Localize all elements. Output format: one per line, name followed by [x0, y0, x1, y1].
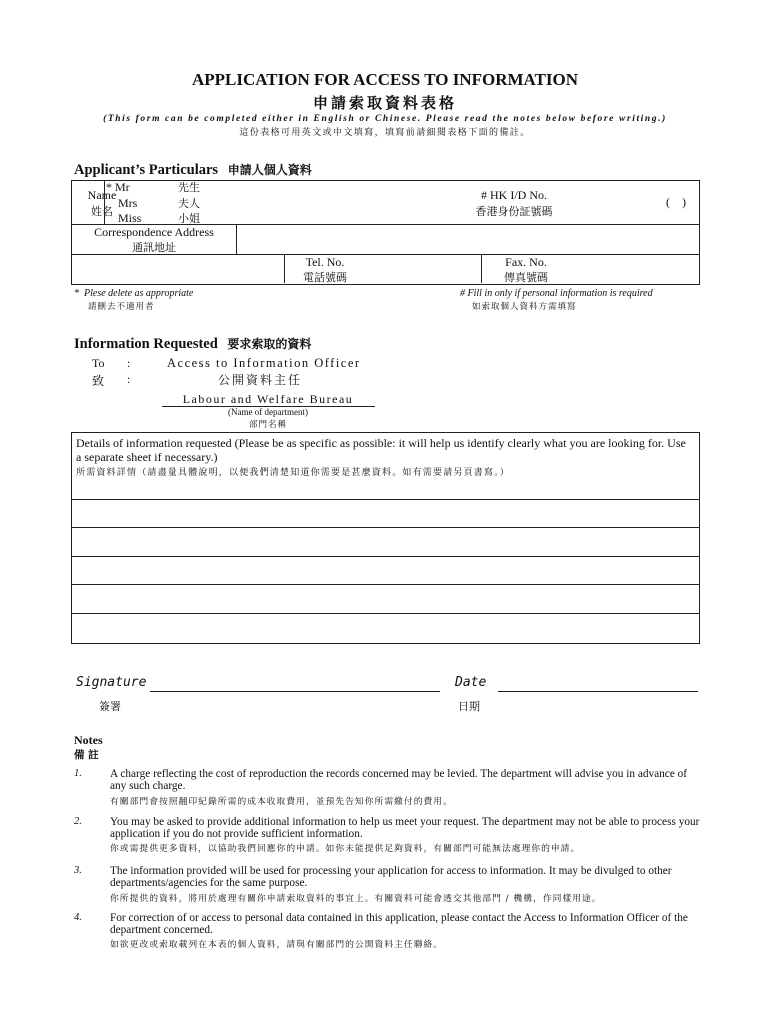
to-label-cn: 致: [92, 374, 105, 388]
details-input-line-6[interactable]: [76, 618, 696, 640]
details-line: [71, 584, 699, 585]
details-label-cn: 所需資料詳情（請盡量具體說明，以便我們清楚知道你需要是甚麼資料。如有需要請另頁書寫。）: [76, 468, 511, 478]
signature-label-cn: 簽署: [99, 700, 121, 713]
note-text-cn: 你所提供的資料，將用於處理有關你申請索取資料的事宜上。有關資料可能會透交其他部門 / 機構，作同樣用途。: [110, 894, 602, 904]
to-colon: :: [127, 356, 131, 370]
address-label-cn: 通訊地址: [132, 241, 176, 254]
title-options: [106, 180, 200, 227]
note-number: 3.: [74, 865, 82, 876]
fax-label: Fax. No.: [505, 255, 547, 269]
address-input-line2[interactable]: [76, 258, 284, 282]
note-text-cn: 你或需提供更多資料，以協助我們回應你的申請。如你未能提供足夠資料，有關部門可能無法處理你的申請。: [110, 844, 581, 854]
title-option-miss[interactable]: Miss 小姐: [118, 211, 200, 225]
table-divider: [481, 254, 482, 283]
information-heading-cn: 要求索取的資料: [227, 337, 312, 351]
table-divider: [236, 224, 237, 254]
details-input-line-5[interactable]: [76, 590, 696, 612]
details-line: [71, 556, 699, 557]
note-number: 2.: [74, 816, 82, 827]
form-subtitle: (This form can be completed either in English or Chinese. Please read the notes below before writing.): [103, 114, 667, 124]
officer-title-cn: 公開資料主任: [218, 373, 303, 387]
to-colon-cn: :: [127, 372, 131, 386]
applicant-heading-cn: 申請人個人資料: [227, 163, 312, 177]
footnote-delete: * Plese delete as appropriate: [74, 288, 194, 299]
form-title-cn: 申請索取資料表格: [312, 94, 457, 112]
tel-input[interactable]: [370, 258, 480, 282]
hkid-input[interactable]: [578, 190, 662, 214]
note-text: You may be asked to provide additional information to help us meet your request. The department may not be able to process your application if you do not provide sufficient information.: [110, 816, 700, 840]
hkid-label-cn: 香港身份証號碼: [475, 205, 553, 218]
department-caption-cn: 部門名稱: [248, 420, 287, 430]
name-label: Name: [87, 188, 117, 202]
note-text-cn: 如欲更改或索取載列在本表的個人資料，請與有關部門的公開資料主任聯絡。: [110, 940, 444, 950]
footnote-hkid-cn: 如索取個人資料方需填寫: [472, 302, 577, 312]
to-label: To: [92, 356, 105, 370]
note-text-cn: 有關部門會按照翻印紀錄所需的成本收取費用，並預先告知你所需繳付的費用。: [110, 797, 453, 807]
footnote-delete-cn: 請刪去不適用者: [88, 302, 155, 312]
date-label-cn: 日期: [458, 700, 480, 713]
applicant-heading: [74, 161, 312, 179]
information-heading-en: Information Requested: [74, 336, 218, 352]
tel-label-cn: 電話號碼: [303, 271, 347, 284]
address-input[interactable]: [242, 229, 696, 253]
note-number: 1.: [74, 768, 82, 779]
date-input[interactable]: [500, 672, 700, 692]
details-input-line-2[interactable]: [76, 505, 696, 527]
applicant-heading-en: Applicant’s Particulars: [74, 162, 219, 178]
name-label-cn: 姓名: [91, 205, 113, 218]
details-line: [71, 527, 699, 528]
details-input-line-1[interactable]: [76, 482, 696, 500]
signature-label: Signature: [76, 675, 147, 690]
fax-label-cn: 傳真號碼: [504, 271, 548, 284]
department-name: Labour and Welfare Bureau: [182, 392, 354, 406]
date-label: Date: [455, 675, 487, 690]
hkid-check-digit: ( ): [666, 195, 686, 209]
title-option-mrs[interactable]: Mrs 夫人: [118, 195, 200, 210]
form-subtitle-cn: [0, 125, 770, 138]
footnote-hkid: # Fill in only if personal information is required: [460, 288, 653, 299]
note-number: 4.: [74, 912, 82, 923]
form-subtitle-cn-text: 這份表格可用英文或中文填寫，填寫前請細閱表格下面的備註。: [239, 128, 531, 138]
form-title: APPLICATION FOR ACCESS TO INFORMATION: [191, 70, 578, 89]
officer-title: Access to Information Officer: [167, 356, 361, 370]
note-text: The information provided will be used for processing your application for access to information. It may be divulged to other departments/agencies for the same purpose.: [110, 865, 672, 889]
fax-input[interactable]: [570, 258, 698, 282]
details-input-line-3[interactable]: [76, 533, 696, 555]
name-input[interactable]: [222, 190, 446, 216]
address-label: Correspondence Address: [94, 225, 214, 239]
notes-heading-cn: 備 註: [74, 749, 99, 761]
notes-heading: Notes: [74, 733, 103, 747]
note-text: A charge reflecting the cost of reproduction the records concerned may be levied. The department will advise you in advance of any such charge.: [110, 768, 688, 792]
tel-label: Tel. No.: [305, 255, 345, 269]
details-line: [71, 613, 699, 614]
details-label: Details of information requested (Please be as specific as possible: it will help us identify clearly what you are looking for. Use a separate sheet if necessary.): [76, 436, 686, 464]
title-option-mr[interactable]: * Mr 先生: [106, 180, 200, 194]
department-caption: (Name of department): [228, 407, 308, 417]
information-heading: [74, 335, 311, 353]
details-input-line-4[interactable]: [76, 562, 696, 584]
hkid-label: # HK I/D No.: [481, 188, 547, 202]
signature-input[interactable]: [152, 672, 442, 692]
note-text: For correction of or access to personal data contained in this application, please contact the Access to Information Officer of the department concerned.: [110, 912, 688, 936]
